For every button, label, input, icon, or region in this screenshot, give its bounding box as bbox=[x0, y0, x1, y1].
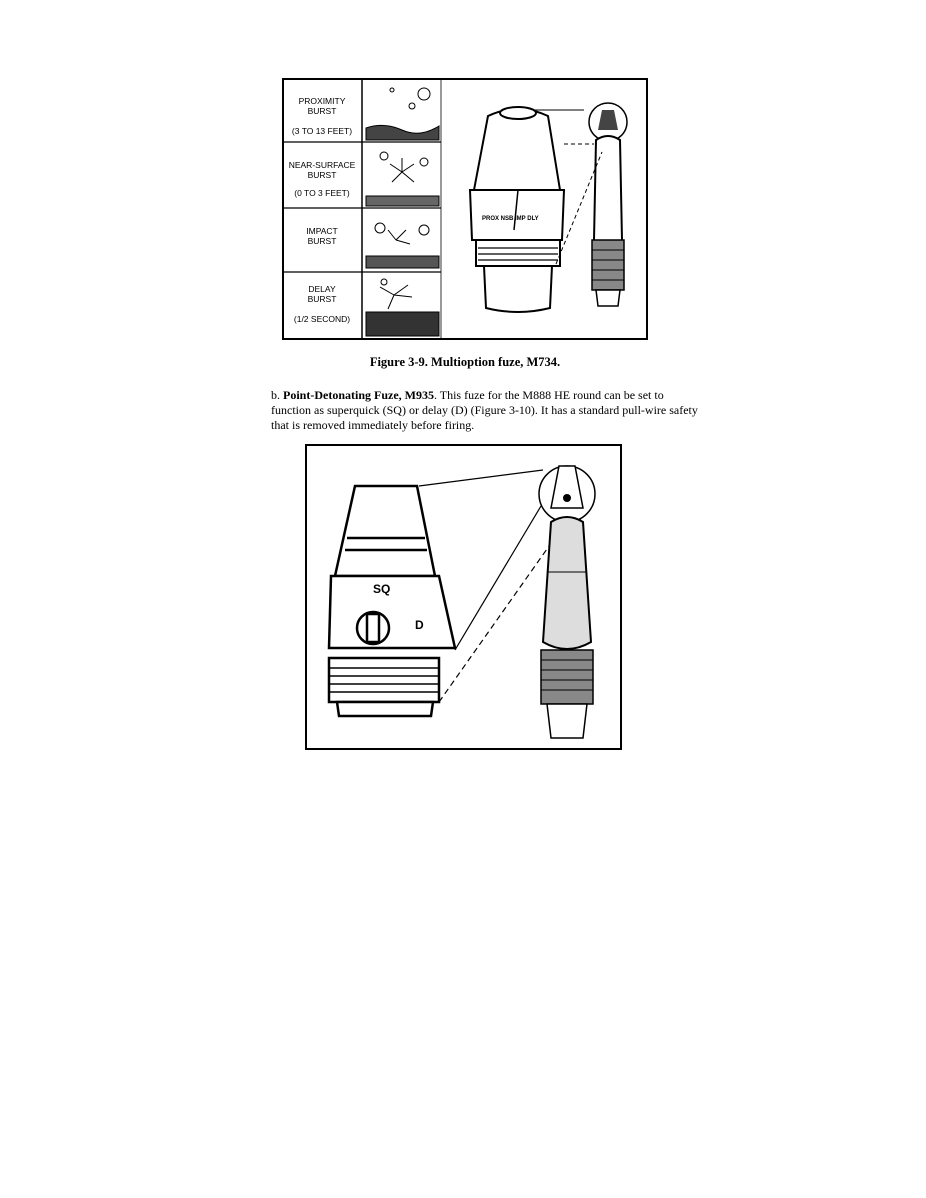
point-detonating-fuze-illustration bbox=[307, 446, 620, 748]
paragraph-b bbox=[271, 388, 701, 433]
delay-burst-timing: (1/2 SECOND) bbox=[293, 314, 351, 324]
impact-burst-label: IMPACT BURST bbox=[306, 226, 338, 246]
delay-burst-label: DELAY BURST bbox=[307, 284, 337, 304]
proximity-burst-range: (3 TO 13 FEET) bbox=[291, 126, 353, 136]
paragraph-title: Point-Detonating Fuze, M935 bbox=[283, 388, 434, 402]
superquick-label: SQ bbox=[373, 582, 391, 596]
near-surface-burst-label: NEAR-SURFACE BURST bbox=[288, 160, 356, 180]
figure-3-10 bbox=[305, 444, 622, 750]
delay-label: D bbox=[415, 618, 424, 632]
fuze-markings: PROX NSB IMP DLY bbox=[482, 216, 539, 222]
figure-3-9-caption: Figure 3-9. Multioption fuze, M734. bbox=[369, 355, 561, 369]
near-surface-burst-range: (0 TO 3 FEET) bbox=[294, 188, 350, 198]
figure-3-9 bbox=[282, 78, 648, 340]
proximity-burst-label: PROXIMITY BURST bbox=[298, 96, 346, 116]
paragraph-prefix: b. bbox=[271, 388, 283, 402]
paragraph-body: . This fuze for the M888 HE round can be set to function as superquick (SQ) or delay (D) (Figure 3-10). It has a standard pull-wire safety that is removed immediately before firing. bbox=[271, 388, 698, 432]
